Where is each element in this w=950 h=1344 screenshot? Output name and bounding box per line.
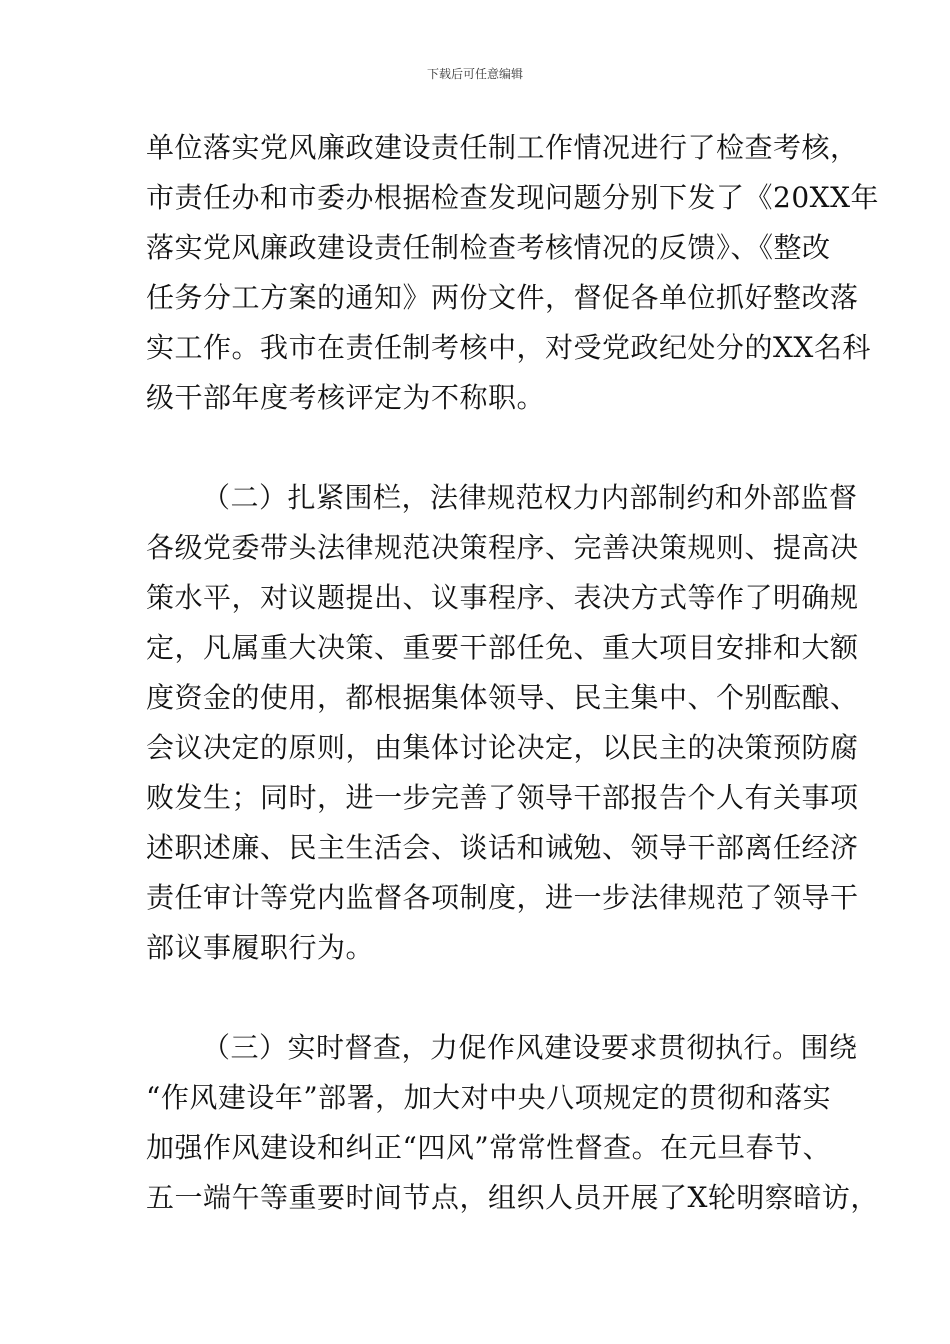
paragraph-2-line-1: （二）扎紧围栏，法律规范权力内部制约和外部监督 xyxy=(202,481,858,514)
paragraph-2-line-8: 述职述廉、民主生活会、谈话和诫勉、领导干部离任经济 xyxy=(146,831,859,864)
paragraph-3-line-2: “作风建设年”部署，加大对中央八项规定的贯彻和落实 xyxy=(146,1081,832,1114)
paragraph-1-line-4: 任务分工方案的通知》两份文件，督促各单位抓好整改落 xyxy=(146,281,859,314)
paragraph-2-line-9: 责任审计等党内监督各项制度，进一步法律规范了领导干 xyxy=(146,881,859,914)
paragraph-2-line-7: 败发生；同时，进一步完善了领导干部报告个人有关事项 xyxy=(146,781,859,814)
paragraph-1-line-3: 落实党风廉政建设责任制检查考核情况的反馈》、《整改 xyxy=(146,231,831,264)
page-header: 下载后可任意编辑 xyxy=(426,67,523,81)
paragraph-3-line-1: （三）实时督查，力促作风建设要求贯彻执行。围绕 xyxy=(202,1031,858,1064)
paragraph-3-line-3: 加强作风建设和纠正“四风”常常性督查。在元旦春节、 xyxy=(146,1131,832,1164)
paragraph-1-line-5: 实工作。我市在责任制考核中，对受党政纪处分的XX名科 xyxy=(146,331,871,364)
paragraph-2-line-5: 度资金的使用，都根据集体领导、民主集中、个别酝酿、 xyxy=(146,681,859,714)
paragraph-2-line-6: 会议决定的原则，由集体讨论决定，以民主的决策预防腐 xyxy=(146,731,859,764)
paragraph-1-line-2: 市责任办和市委办根据检查发现问题分别下发了《20XX年 xyxy=(146,181,879,214)
paragraph-1-line-6: 级干部年度考核评定为不称职。 xyxy=(146,381,546,414)
paragraph-3-line-4: 五一端午等重要时间节点，组织人员开展了X轮明察暗访， xyxy=(146,1181,879,1214)
paragraph-1-line-1: 单位落实党风廉政建设责任制工作情况进行了检查考核， xyxy=(146,131,859,164)
paragraph-2-line-10: 部议事履职行为。 xyxy=(146,931,375,964)
paragraph-2-line-4: 定，凡属重大决策、重要干部任免、重大项目安排和大额 xyxy=(146,631,859,664)
paragraph-2-line-2: 各级党委带头法律规范决策程序、完善决策规则、提高决 xyxy=(146,531,859,564)
paragraph-2-line-3: 策水平，对议题提出、议事程序、表决方式等作了明确规 xyxy=(146,581,859,614)
